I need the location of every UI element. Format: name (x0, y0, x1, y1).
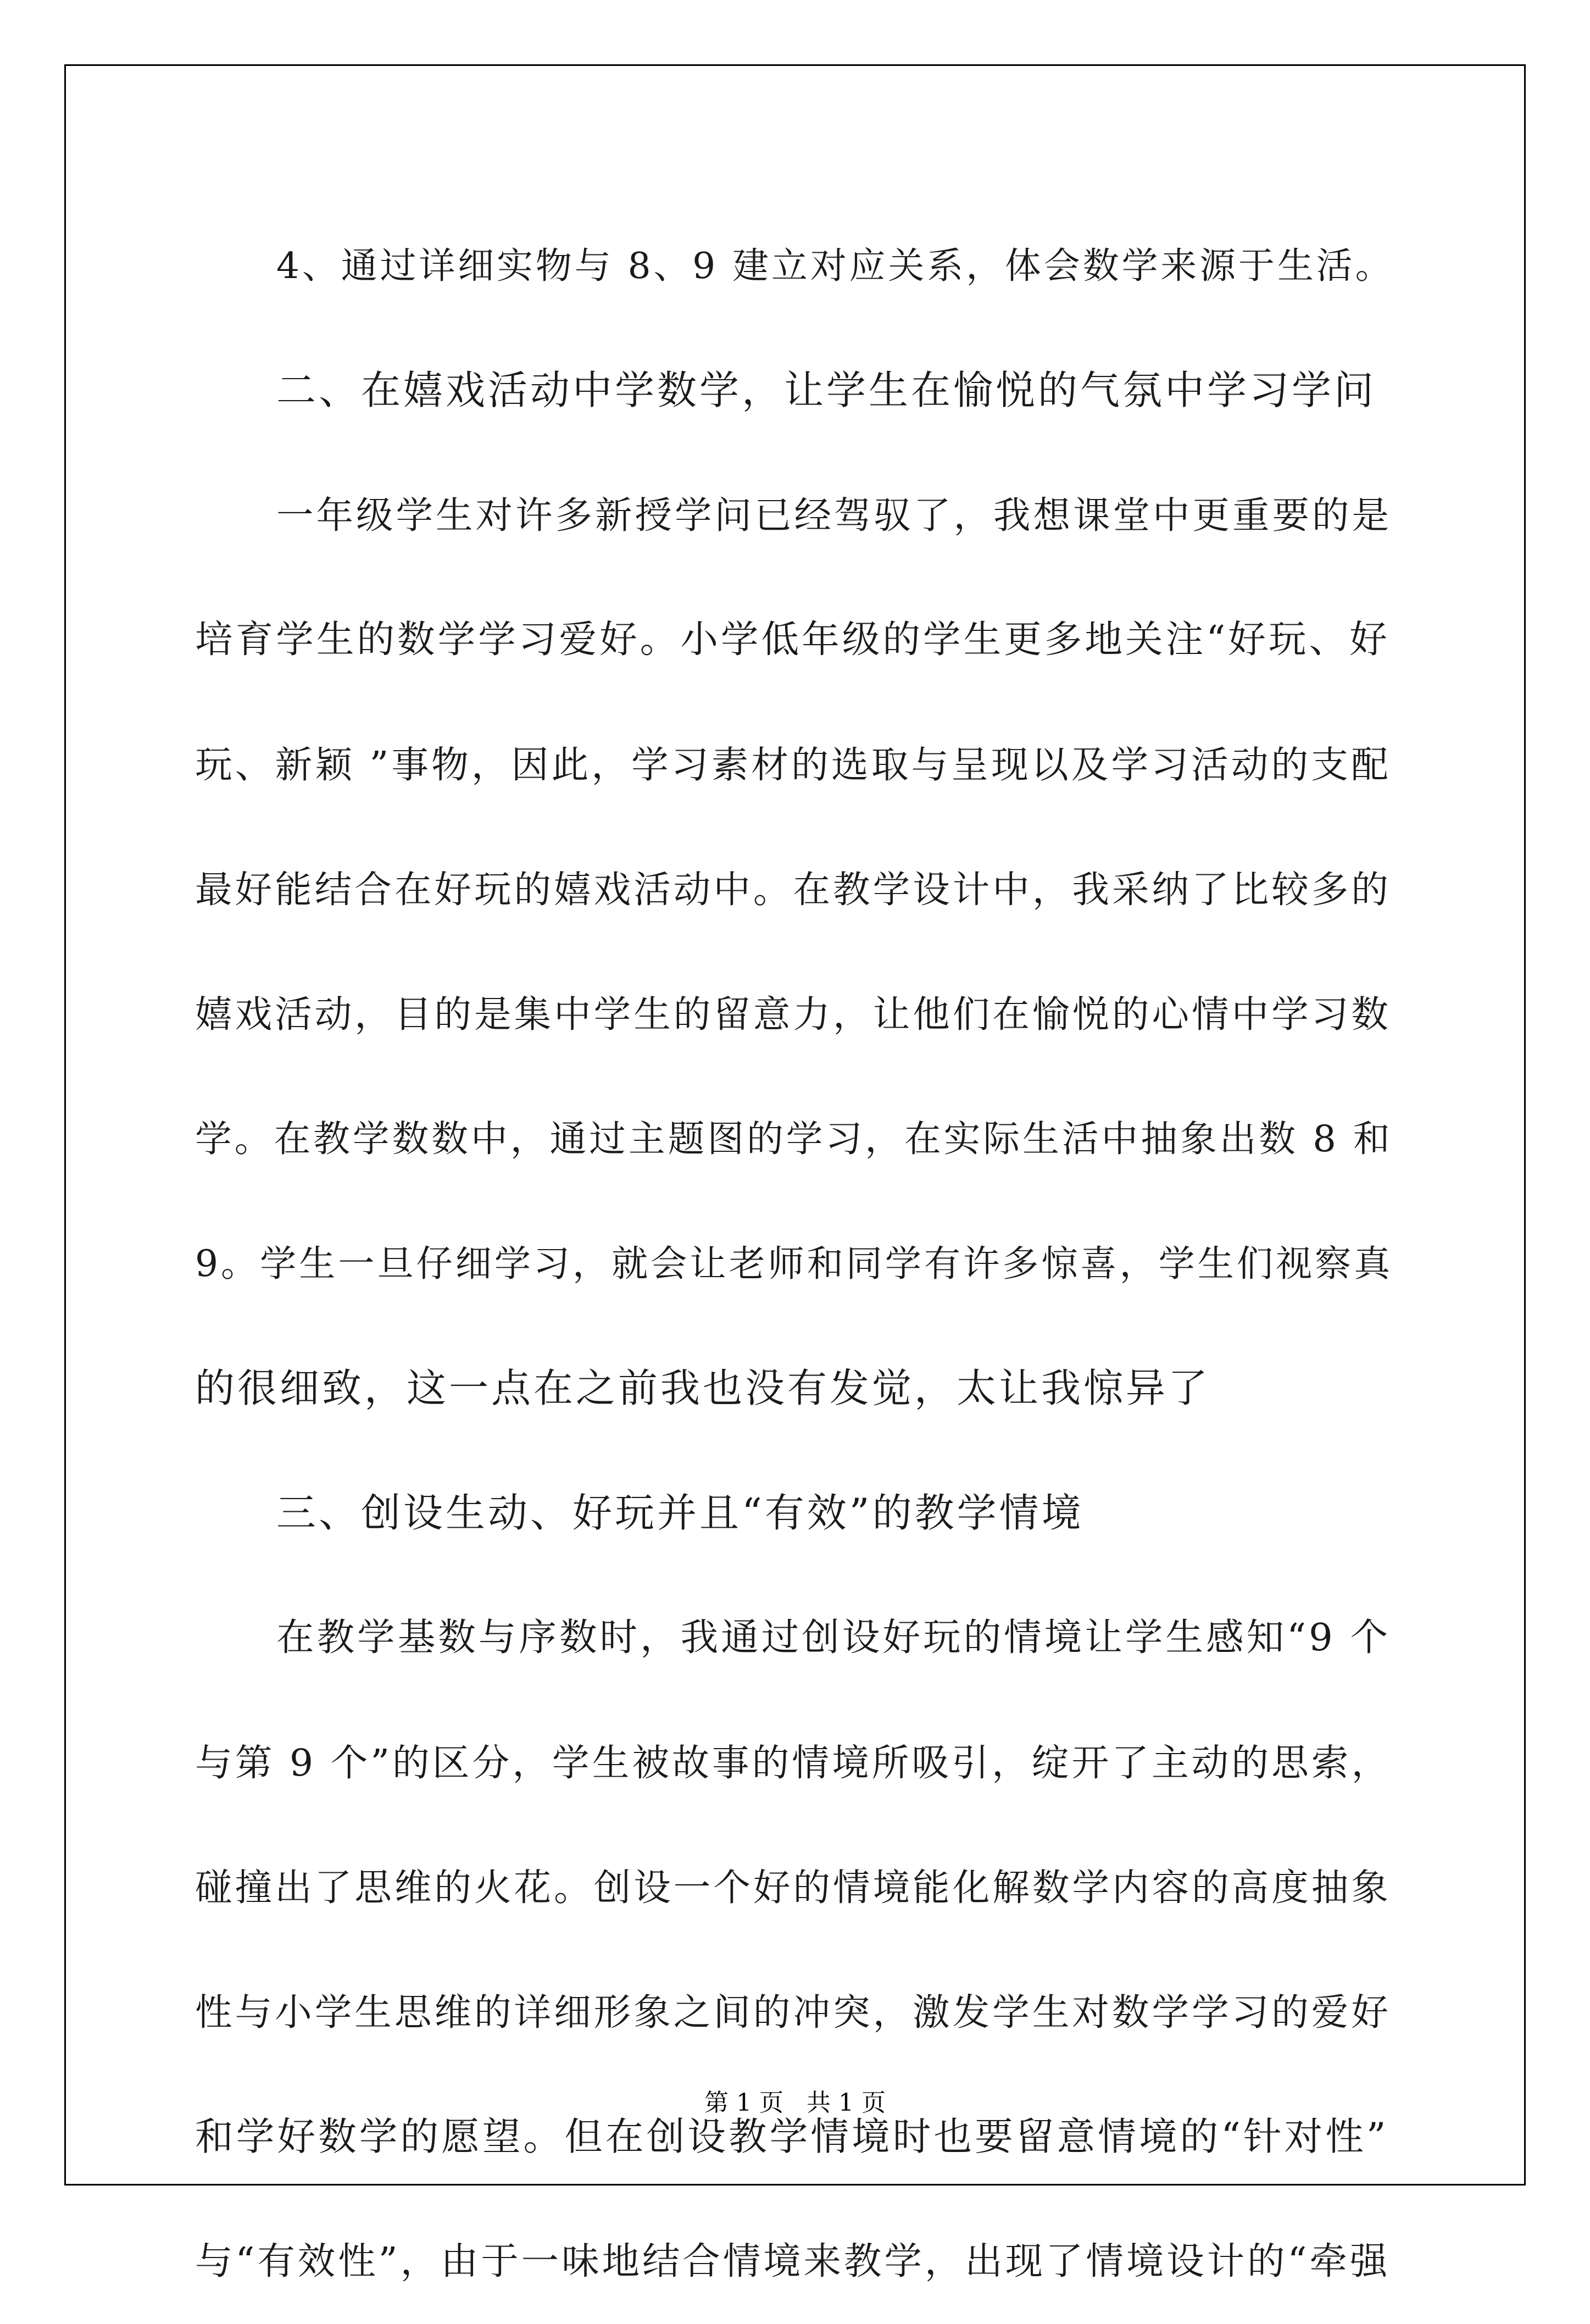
text-line: 学。在教学数数中，通过主题图的学习，在实际生活中抽象出数 8 和 (195, 1117, 1393, 1160)
text-line: 4、通过详细实物与 8、9 建立对应关系，体会数学来源于生活。 (276, 245, 1394, 287)
text-line: 嬉戏活动，目的是集中学生的留意力，让他们在愉悦的心情中学习数 (195, 992, 1391, 1036)
section-heading: 二、在嬉戏活动中学数学，让学生在愉悦的气氛中学习学问 (276, 367, 1377, 413)
text-line: 与“有效性”，由于一味地结合情境来教学，出现了情境设计的“牵强 (195, 2239, 1391, 2283)
text-line: 培育学生的数学学习爱好。小学低年级的学生更多地关注“好玩、好 (195, 618, 1390, 662)
text-line: 性与小学生思维的详细形象之间的冲突，激发学生对数学学习的爱好 (195, 1990, 1391, 2034)
text-line: 9。学生一旦仔细学习，就会让老师和同学有许多惊喜，学生们视察真 (195, 1243, 1393, 1285)
document-body (195, 203, 1398, 2324)
text-line: 与第 9 个”的区分，学生被故事的情境所吸引，绽开了主动的思索， (195, 1741, 1392, 1784)
page-number-footer: 第 1 页 共 1 页 (704, 2089, 886, 2117)
text-line: 碰撞出了思维的火花。创设一个好的情境能化解数学内容的高度抽象 (195, 1866, 1391, 1909)
text-line: 玩、新颖 ”事物，因此，学习素材的选取与呈现以及学习活动的支配 (195, 743, 1391, 786)
text-line: 和学好数学的愿望。但在创设教学情境时也要留意情境的“针对性” (195, 2115, 1389, 2159)
section-heading: 三、创设生动、好玩并且“有效”的教学情境 (276, 1490, 1084, 1536)
text-line: 在教学基数与序数时，我通过创设好玩的情境让学生感知“9 个 (276, 1616, 1391, 1660)
text-line: 最好能结合在好玩的嬉戏活动中。在教学设计中，我采纳了比较多的 (195, 868, 1391, 911)
text-line: 的很细致，这一点在之前我也没有发觉，太让我惊异了 (195, 1365, 1211, 1411)
text-line: 一年级学生对许多新授学问已经驾驭了，我想课堂中更重要的是 (276, 493, 1392, 537)
